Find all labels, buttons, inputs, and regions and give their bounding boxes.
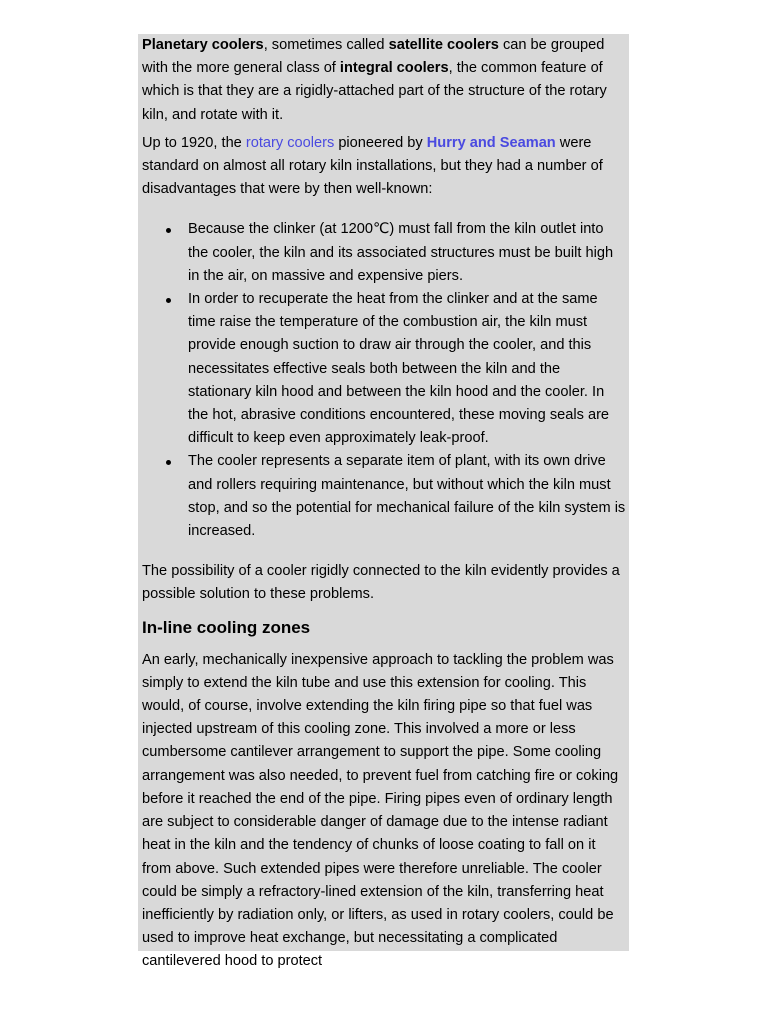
intro-text-2: can be grouped with the more general class of [142, 37, 605, 77]
intro-paragraph [142, 34, 626, 127]
document-page [138, 34, 629, 970]
solution-paragraph: The possibility of a cooler rigidly connected to the kiln evidently provides a possible solution to these problems. [142, 563, 620, 603]
disadvantages-list [142, 218, 626, 543]
inline-cooling-paragraph: An early, mechanically inexpensive approach to tackling the problem was simply to extend the kiln tube and use this extension for cooling. This would, of course, involve extending the kiln firing pipe so that fuel was injected upstream of this cooling zone. This involved a more or less cumbersome cantilever arrangement to support the pipe. Some cooling arrangement was also needed, to prevent fuel from catching fire or coking before it reached the end of the pipe. Firing pipes even of ordinary length are subject to considerable danger of damage due to the intense radiant heat in the kiln and the tendency of chunks of loose coating to fall on it from above. Such extended pipes were therefore unreliable. The cooler could be simply a refractory-lined extension of the kiln, transferring heat inefficiently by radiation only, or lifters, as used in rotary coolers, could be used to improve heat exchange, but necessitating a complicated cantilevered hood to protect [142, 651, 619, 970]
term-satellite-coolers: satellite coolers [388, 37, 499, 53]
history-text-3: were standard on almost all rotary kiln installations, but they had a number of disadvantages that were by then well-known: [142, 134, 603, 198]
intro-text-1: , sometimes called [263, 37, 389, 53]
hurry-and-seaman-link[interactable]: Hurry and Seaman [426, 134, 556, 151]
list-item: The cooler represents a separate item of plant, with its own drive and rollers requiring maintenance, but without which the kiln must stop, and so the potential for mechanical failure of the kiln system is increased. [188, 450, 626, 543]
intro-text-3: , the common feature of which is that they are a rigidly-attached part of the structure of the rotary kiln, and rotate with it. [142, 60, 607, 123]
term-integral-coolers: integral coolers [339, 60, 449, 77]
section-heading: In-line cooling zones [142, 617, 311, 637]
history-text-2: pioneered by [334, 134, 427, 151]
term-planetary-coolers: Planetary coolers [142, 37, 264, 53]
history-paragraph [142, 132, 626, 202]
rotary-coolers-link[interactable]: rotary coolers [245, 134, 335, 151]
history-text-1: Up to 1920, the [142, 134, 246, 151]
list-item: Because the clinker (at 1200℃) must fall from the kiln outlet into the cooler, the kiln and its associated structures must be built high in the air, on massive and expensive piers. [188, 218, 626, 288]
list-item: In order to recuperate the heat from the clinker and at the same time raise the temperature of the combustion air, the kiln must provide enough suction to draw air through the cooler, and this necessitates effective seals both between the kiln and the stationary kiln hood and between the kiln hood and the cooler. In the hot, abrasive conditions encountered, these moving seals are difficult to keep even approximately leak-proof. [188, 288, 626, 450]
